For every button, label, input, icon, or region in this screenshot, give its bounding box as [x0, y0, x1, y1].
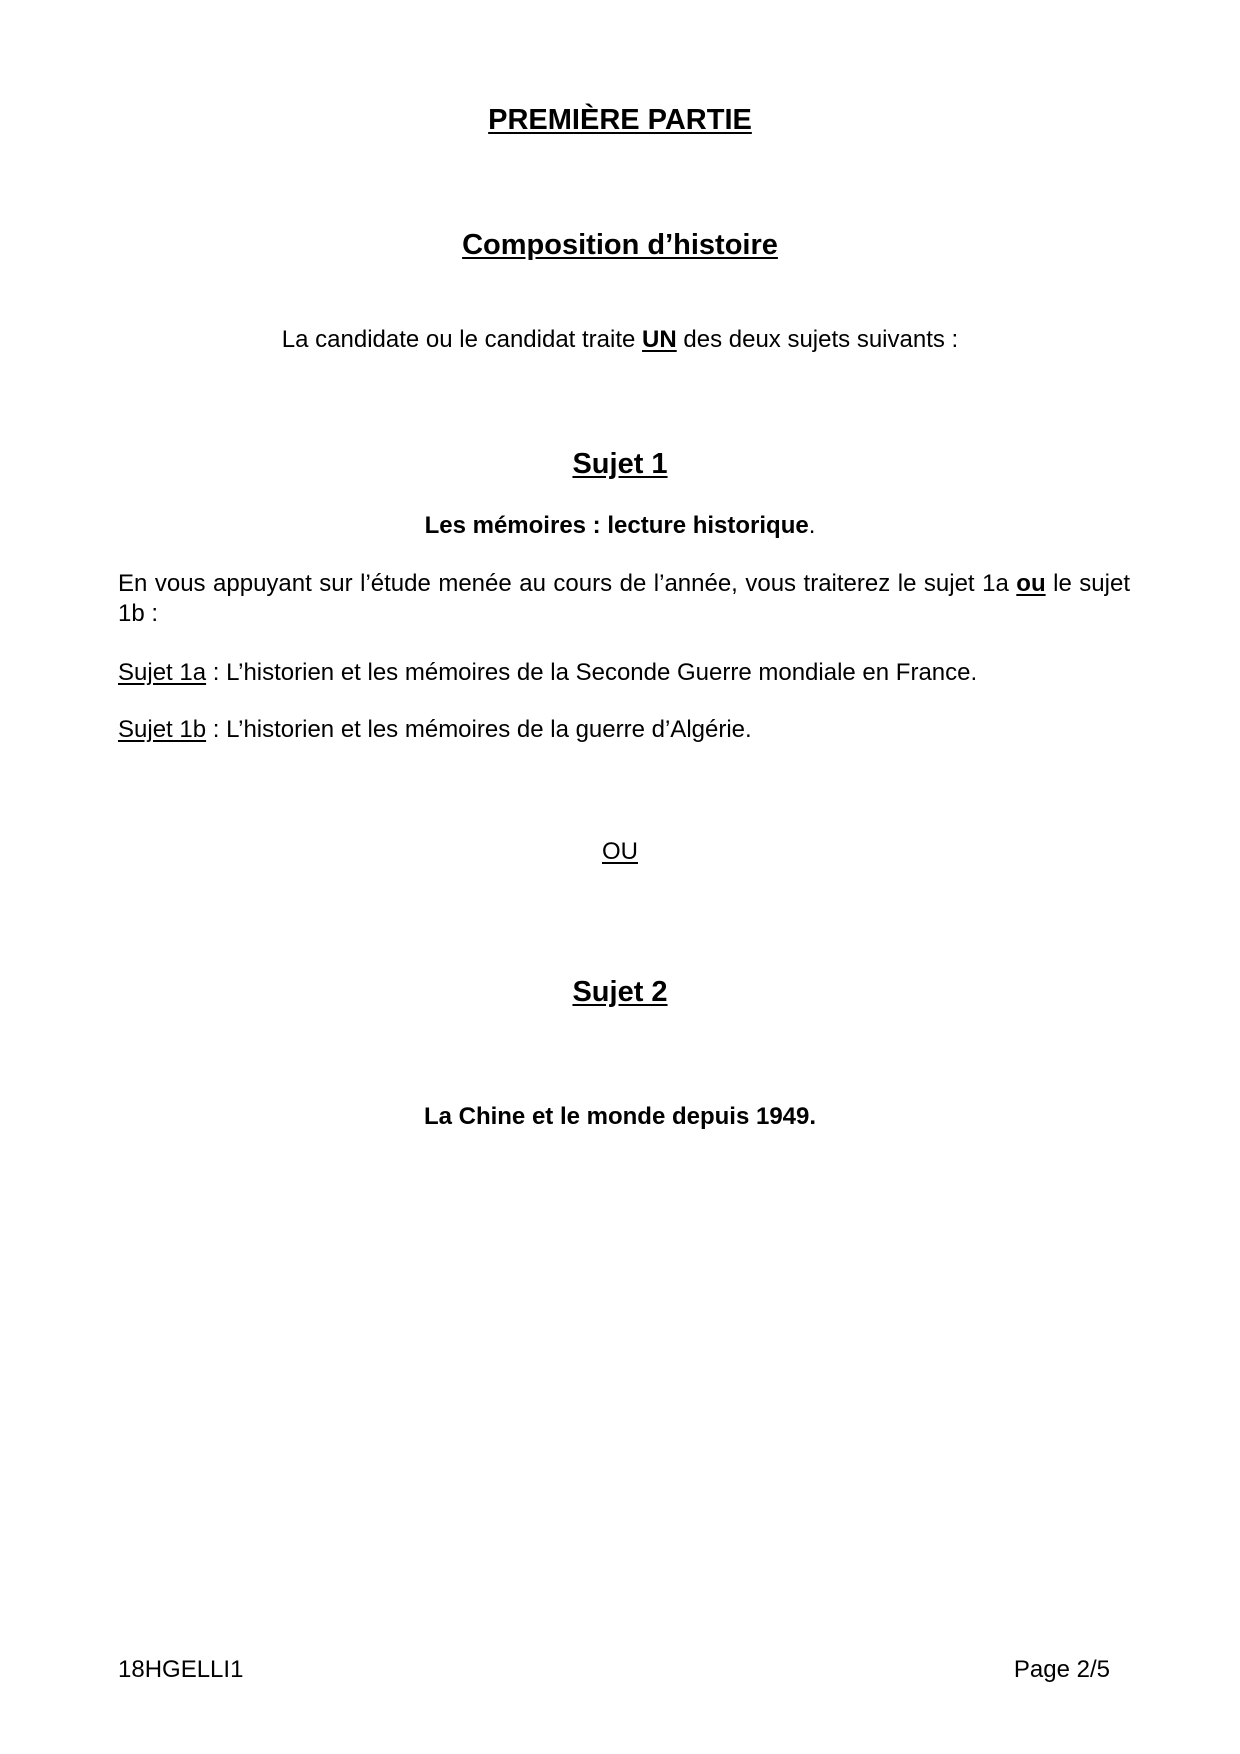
- sujet1-title: [0, 448, 1240, 481]
- composition-title: [0, 229, 1240, 262]
- sujet1-intro: [118, 569, 1130, 629]
- sujet2-title: [0, 976, 1240, 1009]
- or-separator: [0, 838, 1240, 866]
- sujet1b-line: [118, 716, 752, 744]
- sujet1-intro-before: En vous appuyant sur l’étude menée au cours de l’année, vous traiterez le sujet 1a: [118, 570, 1017, 597]
- instruction-before: La candidate ou le candidat traite: [281, 326, 643, 353]
- instruction-emphasis: UN: [642, 326, 677, 353]
- sujet1a-label: Sujet 1a: [118, 659, 207, 686]
- part-title: [0, 104, 1240, 137]
- sujet1-title-text: Sujet 1: [572, 448, 668, 480]
- footer-page-number: Page 2/5: [1013, 1656, 1110, 1683]
- sujet1-theme: [0, 512, 1240, 540]
- sujet1-intro-emphasis: ou: [1016, 570, 1046, 597]
- sujet2-theme: [0, 1103, 1240, 1131]
- or-separator-text: OU: [602, 838, 638, 865]
- sujet1a-text: : L’historien et les mémoires de la Seconde Guerre mondiale en France.: [206, 659, 978, 686]
- footer-code: 18HGELLI1: [118, 1656, 244, 1683]
- instruction-after: des deux sujets suivants :: [676, 326, 959, 353]
- composition-title-text: Composition d’histoire: [462, 229, 778, 261]
- instruction: [0, 326, 1240, 354]
- sujet1-theme-text: Les mémoires : lecture historique: [424, 512, 809, 539]
- sujet1b-label: Sujet 1b: [118, 716, 207, 743]
- sujet1-intro-after: le sujet 1b :: [118, 570, 1130, 627]
- sujet1-theme-punct: .: [808, 512, 816, 539]
- sujet1b-text: : L’historien et les mémoires de la guerre d’Algérie.: [206, 716, 752, 743]
- sujet2-theme-text: La Chine et le monde depuis 1949.: [423, 1103, 817, 1130]
- sujet1a-line: [118, 659, 977, 687]
- part-title-text: PREMIÈRE PARTIE: [488, 104, 752, 136]
- sujet2-title-text: Sujet 2: [572, 976, 668, 1008]
